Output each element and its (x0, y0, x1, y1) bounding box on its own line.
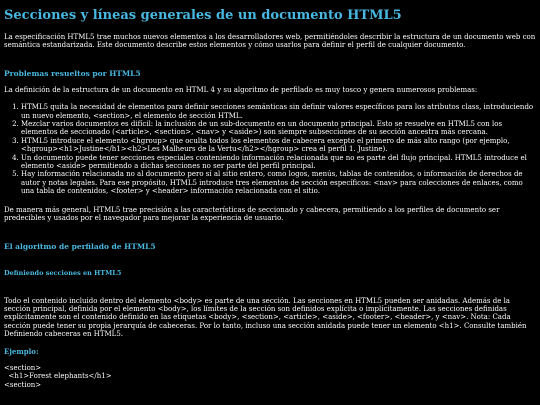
example-label: Ejemplo: (4, 346, 39, 356)
problems-list (4, 103, 536, 195)
section-heading-problems: Problemas resueltos por HTML5 (4, 68, 141, 78)
page-title: Secciones y líneas generales de un documento HTML5 (4, 8, 402, 23)
section-heading-algorithm: El algoritmo de perfilado de HTML5 (4, 241, 156, 251)
list-item: 3. HTML5 introduce el elemento <hgroup> que oculta todos los elementos de cabecera excepto el primero de más alto rango (por ejemplo, <hgroup><h1>Justine</h1><h2>Les Malheurs de la Vertu</h2></hgroup> crea el perfil 1. Justine). (21, 137, 536, 154)
list-item: 1. HTML5 quita la necesidad de elementos para definir secciones semánticas sin definir valores específicos para los atributos class, introduciendo un nuevo elemento, <section>, el elemento de sección HTML. (21, 103, 536, 120)
list-item: 5. Hay información relacionada no al documento pero sí al sitio entero, como logos, menús, tablas de contenidos, o información de derechos de autor y notas legales. Para ese propósito, HTML5 introduce tres elementos de sección específicos: <nav> para colecciones de enlaces, como una tabla de contenidos, <footer> y <header> información relacionada con el sitio. (21, 170, 536, 195)
summary-paragraph: De manera más general, HTML5 trae precisión a las características de seccionado y cabecera, permitiendo a los perfiles de documento ser predecibles y usados por el navegador para mejorar la experiencia de usuario. (4, 205, 500, 223)
intro-paragraph: La especificación HTML5 trae muchos nuevos elementos a los desarrolladores web, permitiéndoles describir la estructura de un documento web con semántica estandarizada. Este documento describe estos elementos y cómo usarlos para definir el perfil de cualquier documento. (4, 33, 536, 50)
list-item: 2. Mezclar varios documentos es difícil: la inclusión de un sub-documento en un documento principal. Esto se resuelve en HTML5 con los elementos de seccionado (<article>, <section>, <nav> y <aside>) son siempre subsecciones de su sección ancestra más cercana. (21, 120, 536, 137)
list-item: 4. Un documento puede tener secciones especiales conteniendo información relacionada que no es parte del flujo principal. HTML5 introduce el elemento <aside> permitiendo a dichas secciones no ser parte del perfil principal. (21, 154, 536, 171)
subsection-heading-defining-sections: Definiendo secciones en HTML5 (4, 268, 122, 277)
code-example: <section> <h1>Forest elephants</h1> <section> (4, 363, 112, 389)
sections-body-paragraph: Todo el contenido incluido dentro del elemento <body> es parte de una sección. Las secciones en HTML5 pueden ser anidadas. Además de la sección principal, definida por el elemento <body>, los límites de la sección son definidos explícita o implícitamente. Las secciones definidas explícitamente son el contenido definido en las etiquetas <body>, <section>, <article>, <aside>, <footer>, <header>, y <nav>. Nota: Cada sección puede tener su propia jerarquía de cabeceras. Por lo tanto, incluso una sección anidada puede tener un elemento <h1>. Consulte también Definiendo cabeceras en HTML5. (4, 296, 527, 339)
problems-intro-paragraph: La definición de la estructura de un documento en HTML 4 y su algoritmo de perfilado es muy tosco y genera numerosos problemas: (4, 85, 478, 94)
